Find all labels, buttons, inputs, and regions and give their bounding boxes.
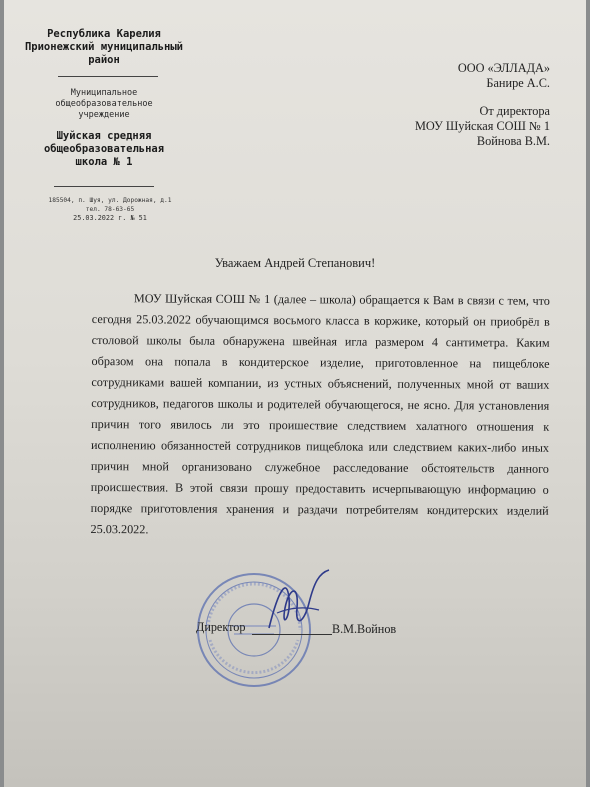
header-divider-1 xyxy=(58,76,158,77)
school-header xyxy=(4,28,204,67)
header-divider-2 xyxy=(54,186,154,187)
letter-body-text: МОУ Шуйская СОШ № 1 (далее – школа) обращается к Вам в связи с тем, что сегодня 25.03.2022 обучающимся восьмого класса в коржике, который он приобрёл в столовой школы была обнаружена швейная игла размером 4 сантиметра. Каким образом она попала в кондитерское изделие, приготовленное на пищеблоке сотрудниками вашей компании, из устных объяснений, полученных мной от ваших сотрудников, педагогов школы и родителей обучающегося, не ясно. Для установления причин того явилось ли это проишествие следствием халатного отношения к исполнению обязанностей сотрудников пищеблока или следствием каких-либо иных причин мной организовано служебное расследование обстоятельств данного проиcшествия. В этой связи прошу предоставить исчерпывающую информацию о порядке приготовления хранения и раздачи потребителям кондитерских изделий 25.03.2022. xyxy=(90,291,550,537)
region-line: Республика Карелия xyxy=(47,28,161,40)
letter-date-number: 25.03.2022 г. № 51 xyxy=(73,214,147,222)
school-name-line-1: Шуйская средняя xyxy=(56,130,152,142)
sender-block xyxy=(415,104,550,149)
sender-from: От директора xyxy=(479,104,550,118)
school-address: 185504, п. Шуя, ул. Дорожная, д.1 xyxy=(48,197,172,204)
school-name-line-3: школа № 1 xyxy=(75,156,133,168)
recipient-block xyxy=(458,61,550,91)
org-type-line-2: общеобразовательное xyxy=(55,99,153,109)
school-name xyxy=(4,130,204,169)
sender-name: Войнова В.М. xyxy=(476,134,550,148)
signature-name: В.М.Войнов xyxy=(332,622,397,636)
letter-page xyxy=(4,0,586,787)
recipient-name: Банире А.С. xyxy=(486,76,550,90)
greeting: Уважаем Андрей Степанович! xyxy=(214,256,376,270)
school-name-line-2: общеобразовательная xyxy=(43,143,165,155)
recipient-org: ООО «ЭЛЛАДА» xyxy=(457,61,550,75)
district-line-2: район xyxy=(88,54,120,66)
org-type xyxy=(4,88,204,121)
school-contacts xyxy=(4,196,216,223)
org-type-line-3: учреждение xyxy=(78,110,130,120)
district-line: Прионежский муниципальный xyxy=(24,41,184,53)
sender-org: МОУ Шуйская СОШ № 1 xyxy=(415,119,550,133)
signature-line xyxy=(252,634,332,635)
letter-body xyxy=(90,288,550,543)
signature-title: Директор xyxy=(196,620,246,634)
org-type-line-1: Муниципальное xyxy=(70,88,138,98)
school-phone: тел. 78-63-65 xyxy=(85,206,135,213)
